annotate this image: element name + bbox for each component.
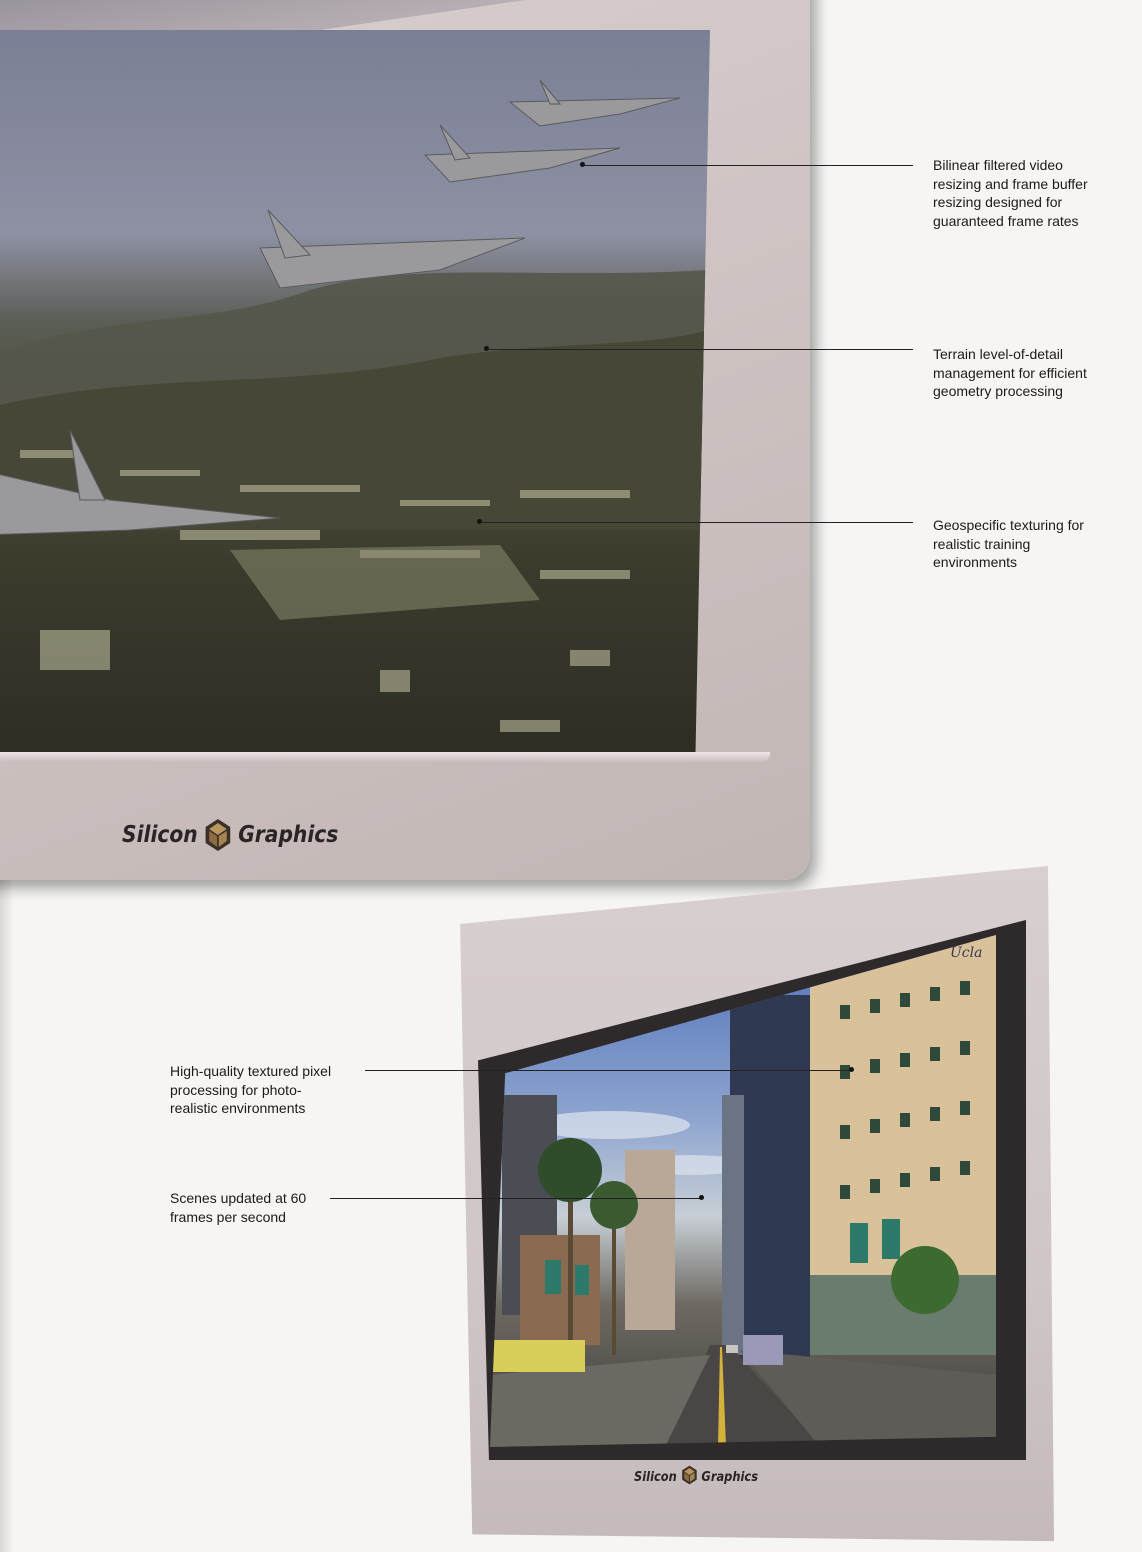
- callout-dot-textured-pixel: [849, 1067, 854, 1072]
- brand-name-part1: Silicon: [122, 822, 198, 848]
- sgi-cube-logo-small-icon: [681, 1465, 697, 1489]
- callout-bilinear: Bilinear filtered video resizing and frame buffer resizing designed for guaranteed frame rates: [933, 157, 1088, 229]
- brand-logo-small: [634, 1465, 758, 1489]
- callout-scenes-60: Scenes updated at 60 frames per second: [170, 1190, 307, 1225]
- monitor-flight-sim: [0, 0, 810, 880]
- callout-geospecific: Geospecific texturing for realistic training environments: [933, 517, 1084, 570]
- flight-sim-scene: [0, 30, 710, 758]
- callout-dot-scenes-60: [699, 1195, 704, 1200]
- leader-line-terrain: [487, 349, 913, 350]
- monitor-lip: [0, 752, 770, 762]
- brand-name-part2: Graphics: [238, 822, 339, 848]
- sgi-cube-logo-icon: [205, 818, 231, 852]
- brand-logo-large: [122, 818, 338, 852]
- flight-sim-screen: [0, 30, 710, 758]
- callout-terrain: Terrain level-of-detail management for efficient geometry processing: [933, 346, 1087, 399]
- callout-textured-pixel: High-quality textured pixel processing for photo- realistic environments: [170, 1063, 332, 1116]
- brand-name-part2-small: Graphics: [701, 1469, 759, 1485]
- leader-line-scenes-60: [330, 1198, 702, 1199]
- leader-line-bilinear: [583, 165, 913, 166]
- leader-line-geospecific: [480, 522, 913, 523]
- svg-text:Ucla: Ucla: [950, 945, 983, 961]
- brand-name-part1-small: Silicon: [634, 1469, 677, 1485]
- leader-line-textured-pixel: [365, 1070, 852, 1071]
